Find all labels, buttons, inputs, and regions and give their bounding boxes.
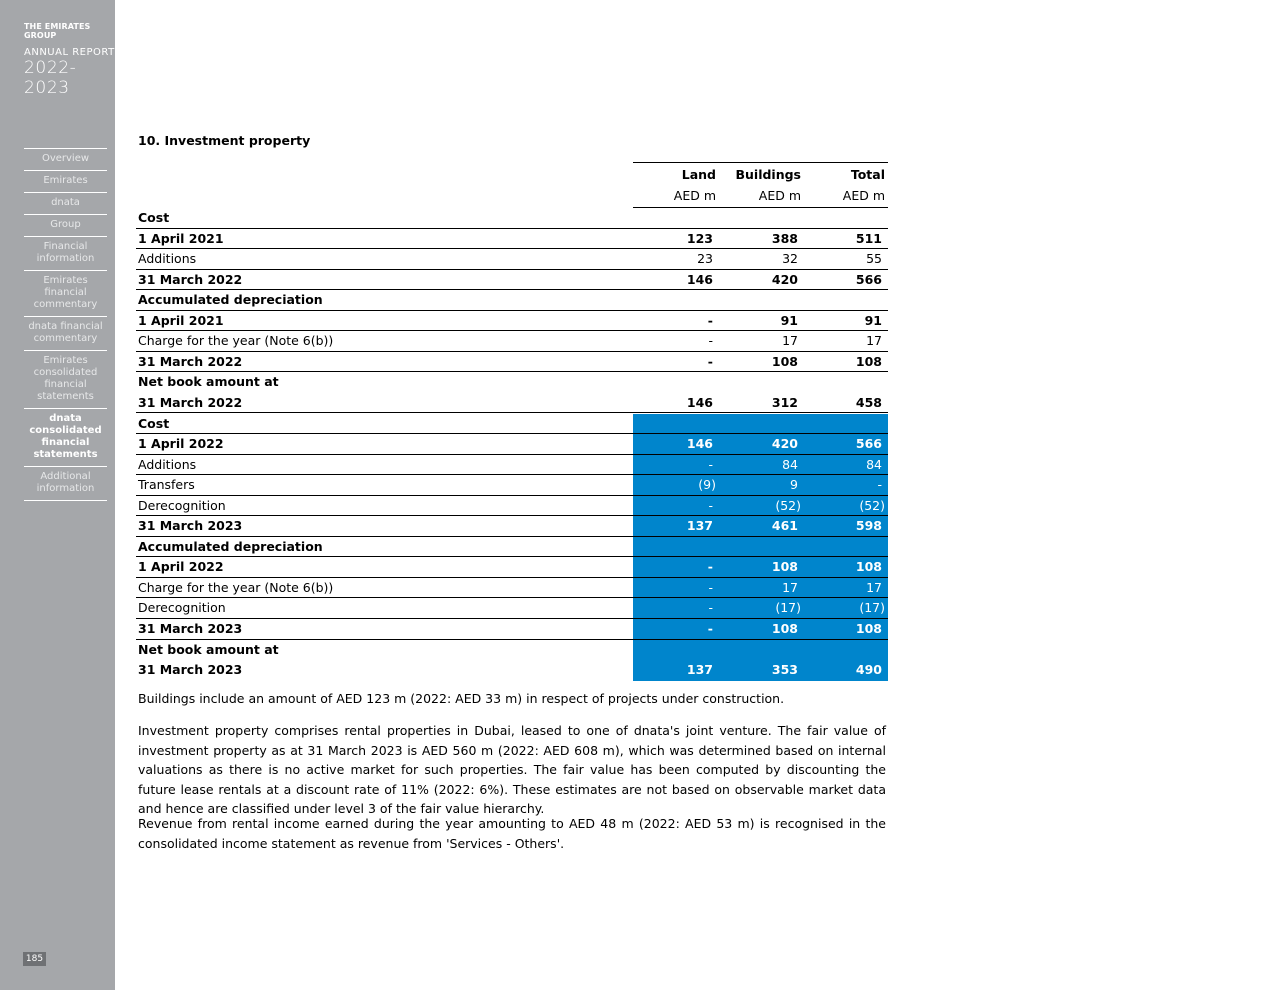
cell-total: 55	[866, 251, 882, 267]
table-row	[136, 393, 888, 414]
cell-land: 146	[686, 436, 713, 452]
nav-item-dnata-consolidated-financial-statements[interactable]: dnata consolidated financial statements	[24, 408, 107, 466]
cell-buildings: 461	[771, 518, 798, 534]
cell-buildings: 84	[782, 456, 798, 472]
table-row	[136, 372, 888, 393]
note-paragraph-1: Buildings include an amount of AED 123 m (2022: AED 33 m) in respect of projects under construction.	[138, 691, 785, 706]
cell-land: -	[707, 621, 713, 636]
row-label: Cost	[138, 210, 170, 225]
cell-buildings: 388	[771, 230, 798, 246]
highlight-cell-band	[633, 640, 888, 661]
cell-land: 146	[686, 271, 713, 287]
cell-land: (9)	[698, 477, 716, 493]
cell-buildings: 17	[782, 579, 798, 595]
cell-land: -	[707, 312, 713, 328]
table-row	[136, 496, 888, 517]
cell-total: 91	[864, 312, 882, 328]
cell-buildings: 353	[771, 662, 798, 678]
highlight-cell-band	[633, 578, 888, 598]
column-header-row	[633, 164, 888, 185]
table-row	[136, 208, 888, 229]
cell-buildings: 91	[780, 312, 798, 328]
cell-land: 137	[686, 518, 713, 534]
highlight-cell-band	[633, 414, 888, 434]
table-row	[136, 331, 888, 352]
table-row	[136, 311, 888, 332]
row-label: Net book amount at	[138, 374, 279, 390]
table-row	[136, 229, 888, 250]
row-label: 31 March 2022	[138, 271, 243, 287]
table-row	[136, 352, 888, 373]
table-row	[136, 270, 888, 291]
cell-total: -	[877, 477, 882, 493]
cell-land: 137	[686, 662, 713, 678]
row-label: Derecognition	[138, 497, 226, 513]
cell-buildings: 108	[771, 621, 798, 636]
cell-total: 490	[855, 662, 882, 678]
row-label: Cost	[138, 415, 170, 431]
note-paragraph-3: Revenue from rental income earned during the year amounting to AED 48 m (2022: AED 53 m) is recognised in the consolidated income statement as revenue from 'Services - Others'.	[138, 816, 886, 851]
brand-report-label: ANNUAL REPORT	[24, 47, 115, 58]
nav-item-group[interactable]: Group	[24, 214, 107, 236]
row-label: Additions	[138, 456, 197, 472]
table-row	[136, 516, 888, 537]
cell-total: 566	[855, 271, 882, 287]
note-paragraph-2: Investment property comprises rental properties in Dubai, leased to one of dnata's joint venture. The fair value of investment property as at 31 March 2023 is AED 560 m (2022: AED 608 m), which was determined based on internal valuations as there is no active market for such properties. The fair value has been computed by discounting the future lease rentals at a discount rate of 11% (2022: 6%). These estimates are not based on observable market data and hence are classified under level 3 of the fair value hierarchy.	[138, 723, 886, 816]
table-row	[136, 640, 888, 661]
cell-total: (52)	[859, 497, 885, 513]
column-unit-buildings: AED m	[758, 188, 801, 203]
brand-report-year: 2022-2023	[24, 58, 77, 98]
nav-item-dnata-financial-commentary[interactable]: dnata financial commentary	[24, 316, 107, 350]
cell-total: 598	[855, 518, 882, 534]
cell-total: 17	[866, 333, 882, 349]
cell-buildings: 17	[782, 333, 798, 349]
column-header-buildings: Buildings	[735, 167, 801, 182]
row-label: Charge for the year (Note 6(b))	[138, 579, 334, 595]
cell-total: 84	[866, 456, 882, 472]
cell-total: 511	[855, 230, 882, 246]
table-row	[136, 434, 888, 455]
cell-buildings: 420	[771, 271, 798, 287]
table-row	[136, 557, 888, 578]
cell-land: -	[708, 579, 713, 595]
highlight-cell-band	[633, 557, 888, 577]
table-row	[136, 290, 888, 311]
nav-item-emirates-financial-commentary[interactable]: Emirates financial commentary	[24, 270, 107, 316]
table-row	[136, 249, 888, 270]
row-label: 31 March 2023	[138, 662, 243, 678]
cell-total: 108	[855, 621, 882, 636]
highlight-cell-band	[633, 496, 888, 516]
header-top-rule	[633, 162, 888, 163]
cell-land: -	[708, 600, 713, 616]
highlight-cell-band	[633, 619, 888, 639]
cell-buildings: 9	[790, 477, 798, 493]
row-label: Net book amount at	[138, 641, 279, 657]
row-label: 1 April 2021	[138, 312, 224, 328]
cell-land: 146	[686, 394, 713, 410]
row-label: 31 March 2022	[138, 353, 243, 369]
row-label: 31 March 2023	[138, 518, 243, 534]
row-label: Derecognition	[138, 600, 226, 616]
cell-buildings: 312	[771, 394, 798, 410]
brand-block	[24, 22, 115, 98]
column-unit-row	[633, 185, 888, 206]
table-row	[136, 537, 888, 558]
cell-buildings: (17)	[775, 600, 801, 616]
nav-item-emirates[interactable]: Emirates	[24, 170, 107, 192]
row-label: Accumulated depreciation	[138, 538, 323, 554]
table-row	[136, 455, 888, 476]
column-header-land: Land	[681, 167, 716, 182]
row-label: Accumulated depreciation	[138, 292, 323, 308]
cell-land: -	[707, 559, 713, 575]
table-row	[136, 475, 888, 496]
cell-land: -	[708, 456, 713, 472]
highlight-cell-band	[633, 537, 888, 557]
cell-land: -	[707, 353, 713, 369]
cell-total: (17)	[859, 600, 885, 616]
nav-item-dnata[interactable]: dnata	[24, 192, 107, 214]
sidebar	[0, 0, 115, 990]
table-row	[136, 660, 888, 681]
brand-group-name: THE EMIRATES GROUP	[24, 22, 91, 40]
highlight-cell-band	[633, 434, 888, 454]
page-number: 185	[23, 952, 46, 966]
cell-buildings: 420	[771, 436, 798, 452]
nav-bottom-rule	[24, 500, 107, 501]
row-label: Additions	[138, 251, 197, 267]
table-row	[136, 414, 888, 435]
cell-buildings: 108	[771, 353, 798, 369]
column-header-total: Total	[850, 167, 885, 182]
table-row	[136, 578, 888, 599]
table-row	[136, 619, 888, 640]
cell-buildings: (52)	[775, 497, 801, 513]
sidebar-nav	[24, 148, 107, 501]
nav-item-additional-information[interactable]: Additional information	[24, 466, 107, 500]
column-unit-land: AED m	[673, 188, 716, 203]
row-label: Transfers	[138, 477, 195, 493]
column-unit-total: AED m	[842, 188, 885, 203]
cell-total: 17	[866, 579, 882, 595]
nav-item-emirates-consolidated-financial-statements[interactable]: Emirates consolidated financial statements	[24, 350, 107, 408]
row-label: 1 April 2022	[138, 436, 224, 452]
cell-total: 458	[855, 394, 882, 410]
nav-item-overview[interactable]: Overview	[24, 148, 107, 170]
row-label: 1 April 2022	[138, 559, 224, 575]
section-title: 10. Investment property	[138, 133, 311, 148]
table-row	[136, 598, 888, 619]
highlight-cell-band	[633, 475, 888, 495]
row-label: 31 March 2023	[138, 621, 243, 636]
highlight-cell-band	[633, 660, 888, 681]
cell-buildings: 108	[771, 559, 798, 575]
cell-total: 108	[855, 353, 882, 369]
cell-land: -	[708, 333, 713, 349]
highlight-cell-band	[633, 598, 888, 618]
row-label: 31 March 2022	[138, 394, 243, 410]
cell-land: 123	[686, 230, 713, 246]
highlight-cell-band	[633, 516, 888, 536]
cell-land: 23	[697, 251, 713, 267]
cell-buildings: 32	[782, 251, 798, 267]
nav-item-financial-information[interactable]: Financial information	[24, 236, 107, 270]
row-label: 1 April 2021	[138, 230, 224, 246]
row-label: Charge for the year (Note 6(b))	[138, 333, 334, 349]
cell-land: -	[708, 497, 713, 513]
highlight-cell-band	[633, 455, 888, 475]
cell-total: 566	[855, 436, 882, 452]
cell-total: 108	[855, 559, 882, 575]
